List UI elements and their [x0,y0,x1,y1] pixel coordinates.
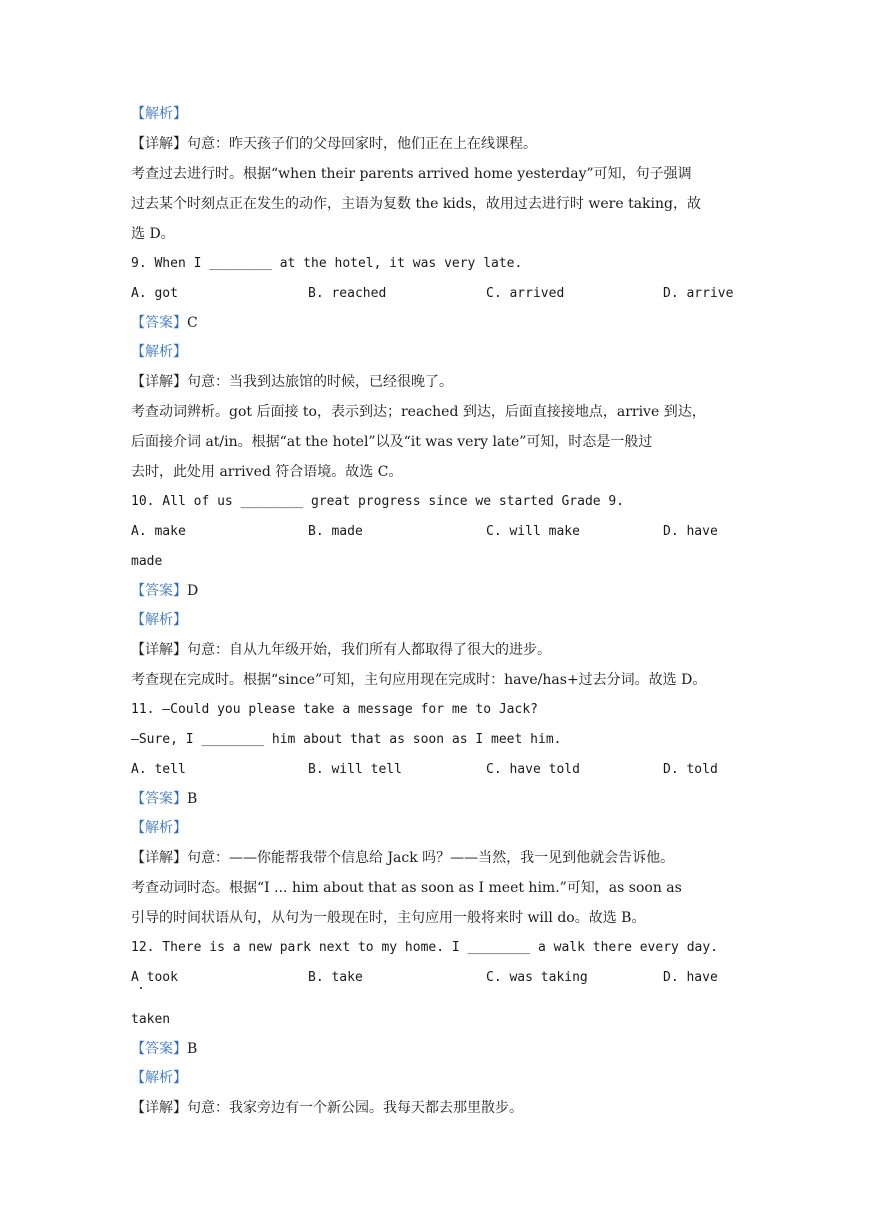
q12-option-c: C. was taking [486,970,588,985]
q9-option-a: A. got [131,286,178,301]
explanation-text: 考查过去进行时。根据“when their parents arrived home yesterday”可知，句子强调 [131,166,692,182]
answer-label: 【答案】 [131,583,187,599]
question-10: 10. All of us ________ great progress since we started Grade 9. [131,494,625,509]
q10-option-b: B. made [308,524,363,539]
answer-value: B [187,791,198,807]
detail-text: 【详解】句意：当我到达旅馆的时候，已经很晚了。 [131,374,453,390]
q9-option-d: D. arrive [663,286,734,301]
question-11: 11. —Could you please take a message for me to Jack? [131,702,538,717]
q10-option-d: D. have [663,524,718,539]
q11-option-b: B. will tell [308,762,402,777]
q12-option-d-continued: taken [131,1012,171,1027]
answer-value: B [187,1041,198,1057]
question-9: 9. When I ________ at the hotel, it was very late. [131,256,523,271]
q10-option-a: A. make [131,524,186,539]
q9-option-b: B. reached [308,286,387,301]
stray-dot [140,987,142,989]
answer-label: 【答案】 [131,1041,187,1057]
q9-option-c: C. arrived [486,286,565,301]
q12-option-b: B. take [308,970,363,985]
explanation-text: 引导的时间状语从句，从句为一般现在时，主句应用一般将来时 will do。故选 B。 [131,910,646,926]
answer-value: D [187,583,199,599]
analysis-label: 【解析】 [131,612,187,628]
answer-9 [131,313,741,333]
question-12: 12. There is a new park next to my home. I ________ a walk there every day. [131,940,718,955]
explanation-text: 后面接介词 at/in。根据“at the hotel”以及“it was very late”可知，时态是一般过 [131,434,653,450]
analysis-label: 【解析】 [131,1070,187,1086]
answer-12 [131,1039,741,1059]
answer-label: 【答案】 [131,791,187,807]
detail-text: 【详解】句意：——你能帮我带个信息给 Jack 吗？——当然，我一见到他就会告诉他。 [131,850,675,866]
q12-option-a: A took [131,970,178,985]
answer-11 [131,789,741,809]
q12-option-d: D. have [663,970,718,985]
q11-option-a: A. tell [131,762,186,777]
question-11-reply: —Sure, I ________ him about that as soon as I meet him. [131,732,562,747]
explanation-text: 考查现在完成时。根据“since”可知，主句应用现在完成时：have/has+过去分词。故选 D。 [131,672,707,688]
explanation-text: 去时，此处用 arrived 符合语境。故选 C。 [131,464,403,480]
analysis-label: 【解析】 [131,106,187,122]
answer-10 [131,581,741,601]
explanation-text: 考查动词时态。根据“I ... him about that as soon as I meet him.”可知，as soon as [131,880,682,896]
q10-option-d-continued: made [131,554,163,569]
q10-option-c: C. will make [486,524,580,539]
answer-value: C [187,315,198,331]
explanation-text: 过去某个时刻点正在发生的动作，主语为复数 the kids，故用过去进行时 were taking，故 [131,196,701,212]
answer-label: 【答案】 [131,315,187,331]
detail-text: 【详解】句意：自从九年级开始，我们所有人都取得了很大的进步。 [131,642,551,658]
q11-option-c: C. have told [486,762,580,777]
analysis-label: 【解析】 [131,344,187,360]
explanation-text: 选 D。 [131,226,175,242]
analysis-label: 【解析】 [131,820,187,836]
detail-text: 【详解】句意：我家旁边有一个新公园。我每天都去那里散步。 [131,1100,523,1116]
explanation-text: 考查动词辨析。got 后面接 to，表示到达；reached 到达，后面直接接地点，arrive 到达， [131,404,706,420]
q11-option-d: D. told [663,762,718,777]
detail-text: 【详解】句意：昨天孩子们的父母回家时，他们正在上在线课程。 [131,136,537,152]
